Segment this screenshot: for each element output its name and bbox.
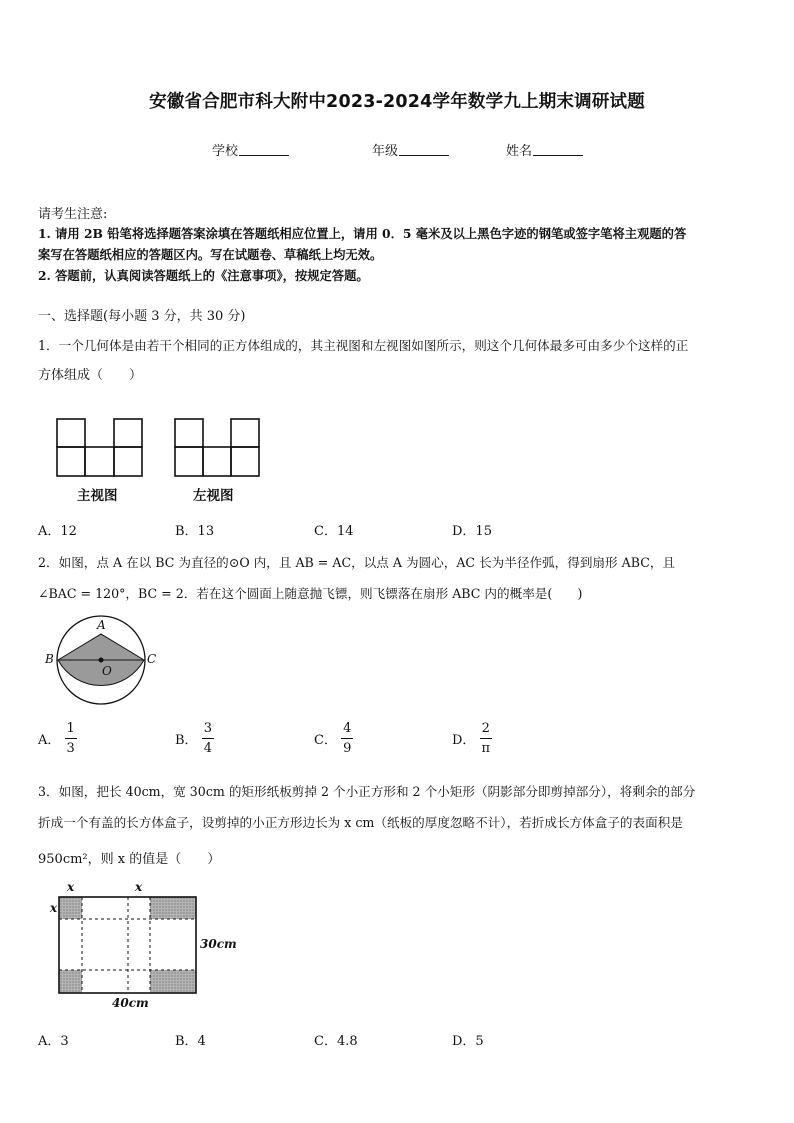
dim-x-top1: x xyxy=(67,880,75,894)
q2-stem: 2．如图，点 A 在以 BC 为直径的⊙O 内，且 AB = AC，以点 A 为圆心，AC 长为半径作弧，得到扇形 ABC，且 xyxy=(38,555,676,570)
q1-stem: 方体组成（ ） xyxy=(38,368,143,383)
option-letter: D． xyxy=(452,733,476,749)
fraction-denominator: π xyxy=(481,740,490,756)
fraction-denominator: 9 xyxy=(343,740,352,756)
exam-title: 安徽省合肥市科大附中2023-2024学年数学九上期末调研试题 xyxy=(149,92,645,112)
dim-x-left: x xyxy=(50,901,58,915)
q3-option-b[interactable]: B．4 xyxy=(175,1034,206,1049)
notice-item: 1. 请用 2B 铅笔将选择题答案涂填在答题纸相应位置上，请用 0．5 毫米及以上黑色字迹的钢笔或签字笔将主观题的答 xyxy=(38,226,687,241)
school-label: 学校 xyxy=(212,144,239,159)
q1-option-d[interactable]: D．15 xyxy=(452,524,492,539)
notice-item: 2. 答题前，认真阅读答题纸上的《注意事项》，按规定答题。 xyxy=(38,268,369,283)
option-letter: A． xyxy=(38,733,61,749)
dim-x-top2: x xyxy=(135,880,143,894)
option-letter: B． xyxy=(175,733,198,749)
q3-stem: 3．如图，把长 40cm，宽 30cm 的矩形纸板剪掉 2 个小正方形和 2 个小矩形（阴影部分即剪掉部分），将剩余的部分 xyxy=(38,784,696,799)
fraction-numerator: 2 xyxy=(480,722,492,739)
point-b-label: B xyxy=(45,652,54,666)
option-letter: C． xyxy=(314,733,337,749)
section-heading: 一、选择题(每小题 3 分，共 30 分) xyxy=(38,309,246,324)
point-o-label: O xyxy=(102,664,112,678)
dim-length: 40cm xyxy=(112,996,149,1010)
fraction-numerator: 1 xyxy=(65,722,77,739)
q1-option-c[interactable]: C．14 xyxy=(314,524,354,539)
point-c-label: C xyxy=(147,652,157,666)
notice-heading: 请考生注意: xyxy=(38,207,108,222)
q3-option-d[interactable]: D．5 xyxy=(452,1034,484,1049)
dim-width: 30cm xyxy=(200,937,237,951)
name-label: 姓名 xyxy=(506,144,533,159)
q1-stem: 1．一个几何体是由若干个相同的正方体组成的，其主视图和左视图如图所示，则这个几何体最多可由多少个这样的正 xyxy=(38,338,689,353)
q3-option-a[interactable]: A．3 xyxy=(38,1034,69,1049)
fraction-denominator: 4 xyxy=(203,740,212,756)
q2-stem: ∠BAC = 120°，BC = 2．若在这个圆面上随意抛飞镖，则飞镖落在扇形 ABC 内的概率是( ) xyxy=(38,586,583,601)
q3-option-c[interactable]: C．4.8 xyxy=(314,1034,358,1049)
point-a-label: A xyxy=(97,618,106,632)
q1-option-b[interactable]: B．13 xyxy=(175,524,215,539)
q3-stem: 折成一个有盖的长方体盒子，设剪掉的小正方形边长为 x cm（纸板的厚度忽略不计），若折成长方体盒子的表面积是 xyxy=(38,815,683,830)
grade-label: 年级 xyxy=(372,144,399,159)
fraction-numerator: 3 xyxy=(202,722,214,739)
left-view-caption: 左视图 xyxy=(193,488,234,504)
q1-option-a[interactable]: A．12 xyxy=(38,524,77,539)
fraction-denominator: 3 xyxy=(66,740,75,756)
fraction-numerator: 4 xyxy=(341,722,353,739)
main-view-caption: 主视图 xyxy=(77,488,118,504)
notice-item: 案写在答题纸相应的答题区内。写在试题卷、草稿纸上均无效。 xyxy=(38,247,383,262)
q3-stem: 950cm²，则 x 的值是（ ） xyxy=(38,852,221,867)
